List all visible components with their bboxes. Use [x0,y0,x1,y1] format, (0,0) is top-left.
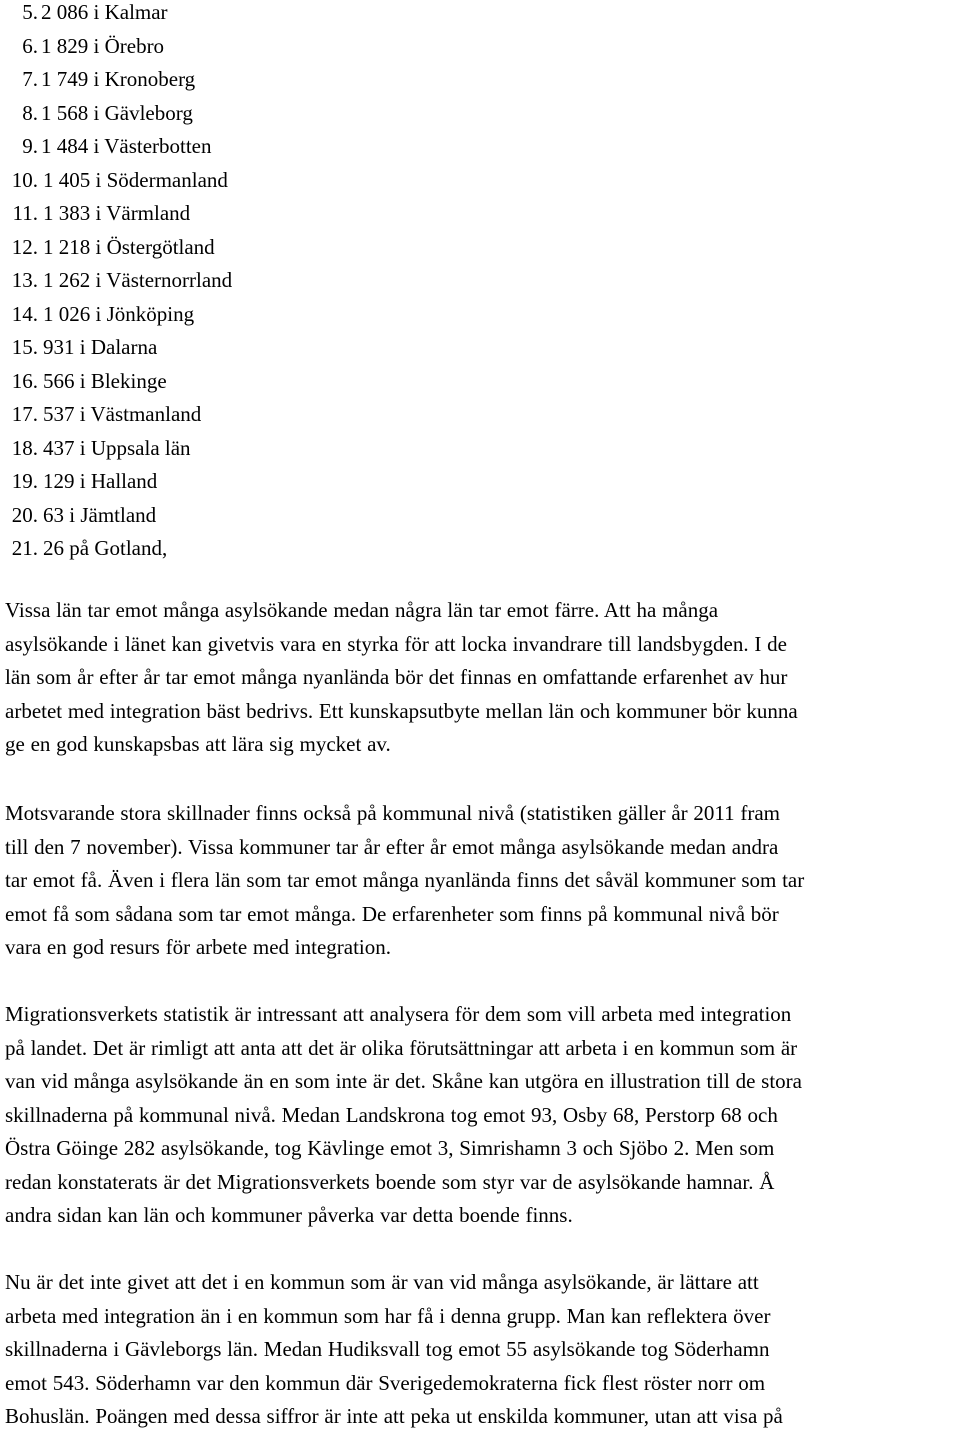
list-item-text: 1 026 i Jönköping [43,301,195,326]
paragraph-migration-statistics [5,998,955,1233]
paragraph-gavleborg-example [5,1266,955,1434]
list-item-text: 1 749 i Kronoberg [41,67,196,91]
list-item-text: 1 262 i Västernorrland [43,268,233,292]
list-item-number: 18. [11,435,38,460]
paragraph-line: skillnaderna i Gävleborgs län. Medan Hudiksvall tog emot 55 asylsökande tog Söderhamn [5,1337,770,1361]
paragraph-municipal-differences [5,797,955,965]
list-item-number: 21. [11,536,38,560]
paragraph-line: Motsvarande stora skillnader finns också på kommunal nivå (statistiken gäller år 2011 fram [5,801,781,825]
list-item-text: 1 383 i Värmland [43,201,191,225]
list-item-text: 2 086 i Kalmar [41,0,168,24]
paragraph-line: emot 543. Söderhamn var den kommun där Sverigedemokraterna fick flest röster norr om [5,1370,766,1395]
list-item-number: 12. [11,234,38,259]
list-item-number: 11. [12,201,38,225]
paragraph-line: arbetet med integration bäst bedrivs. Ett kunskapsutbyte mellan län och kommuner bör kunna [5,698,798,723]
list-item-number: 17. [11,402,38,426]
paragraph-line: på landet. Det är rimligt att anta att det är olika förutsättningar att arbeta i en kommun som är [5,1035,798,1060]
list-item-number: 20. [11,502,38,527]
paragraph-line: Vissa län tar emot många asylsökande medan några län tar emot färre. Att ha många [5,598,719,622]
paragraph-line: andra sidan kan län och kommuner påverka var detta boende finns. [5,1203,573,1227]
paragraph-line: emot få som sådana som tar emot många. De erfarenheter som finns på kommunal nivå bör [5,901,779,926]
paragraph-line: Nu är det inte givet att det i en kommun som är van vid många asylsökande, är lättare att [5,1270,759,1294]
list-item-number: 6. [22,33,38,58]
paragraph-line: arbeta med integration än i en kommun som har få i denna grupp. Man kan reflektera över [5,1303,771,1328]
list-item-text: 537 i Västmanland [43,402,202,426]
paragraph-line: redan konstaterats är det Migrationsverkets boende som styr var de asylsökande hamnar. Å [5,1169,775,1194]
paragraph-line: ge en god kunskapsbas att lära sig mycket av. [5,732,391,756]
list-item-text: 1 218 i Östergötland [43,234,215,259]
list-item-text: 1 568 i Gävleborg [41,100,193,125]
list-item-text: 931 i Dalarna [43,335,158,359]
list-item-text: 129 i Halland [43,469,158,493]
list-item-number: 15. [11,335,38,359]
list-item-text: 437 i Uppsala län [43,435,191,460]
list-item-text: 566 i Blekinge [43,368,167,393]
list-item-text: 1 829 i Örebro [41,33,165,58]
list-item-number: 19. [11,469,38,493]
list-item-text: 26 på Gotland, [43,536,168,560]
list-item-number: 10. [11,167,38,192]
paragraph-line: Östra Göinge 282 asylsökande, tog Kävlinge emot 3, Simrishamn 3 och Sjöbo 2. Men som [5,1136,775,1160]
list-item-number: 16. [11,368,38,393]
paragraph-line: till den 7 november). Vissa kommuner tar år efter år emot många asylsökande medan andra [5,834,779,859]
paragraph-line: skillnaderna på kommunal nivå. Medan Landskrona tog emot 93, Osby 68, Perstorp 68 och [5,1102,778,1127]
list-item-text: 1 405 i Södermanland [43,167,228,192]
paragraph-line: Bohuslän. Poängen med dessa siffror är inte att peka ut enskilda kommuner, utan att visa på [5,1404,783,1428]
paragraph-line: tar emot få. Även i flera län som tar emot många nyanlända finns det såväl kommuner som tar [5,868,805,892]
list-item-number: 13. [11,268,38,292]
paragraph-line: asylsökande i länet kan givetvis vara en styrka för att locka invandrare till landsbygden. I de [5,631,787,656]
paragraph-line: län som år efter år tar emot många nyanlända bör det finnas en omfattande erfarenhet av hur [5,665,788,689]
list-item-number: 8. [22,100,38,125]
paragraph-line: vara en god resurs för arbete med integration. [5,935,392,959]
list-item-number: 9. [22,134,38,158]
list-item-number: 5. [22,0,38,24]
list-item-number: 14. [11,301,38,326]
paragraph-line: van vid många asylsökande än en som inte är det. Skåne kan utgöra en illustration till de stora [5,1069,802,1093]
list-item-text: 63 i Jämtland [43,502,157,527]
list-item-number: 7. [22,67,38,91]
paragraph-line: Migrationsverkets statistik är intressant att analysera för dem som vill arbeta med integration [5,1002,792,1026]
list-item-text: 1 484 i Västerbotten [41,134,212,158]
paragraph-county-differences [5,594,955,762]
